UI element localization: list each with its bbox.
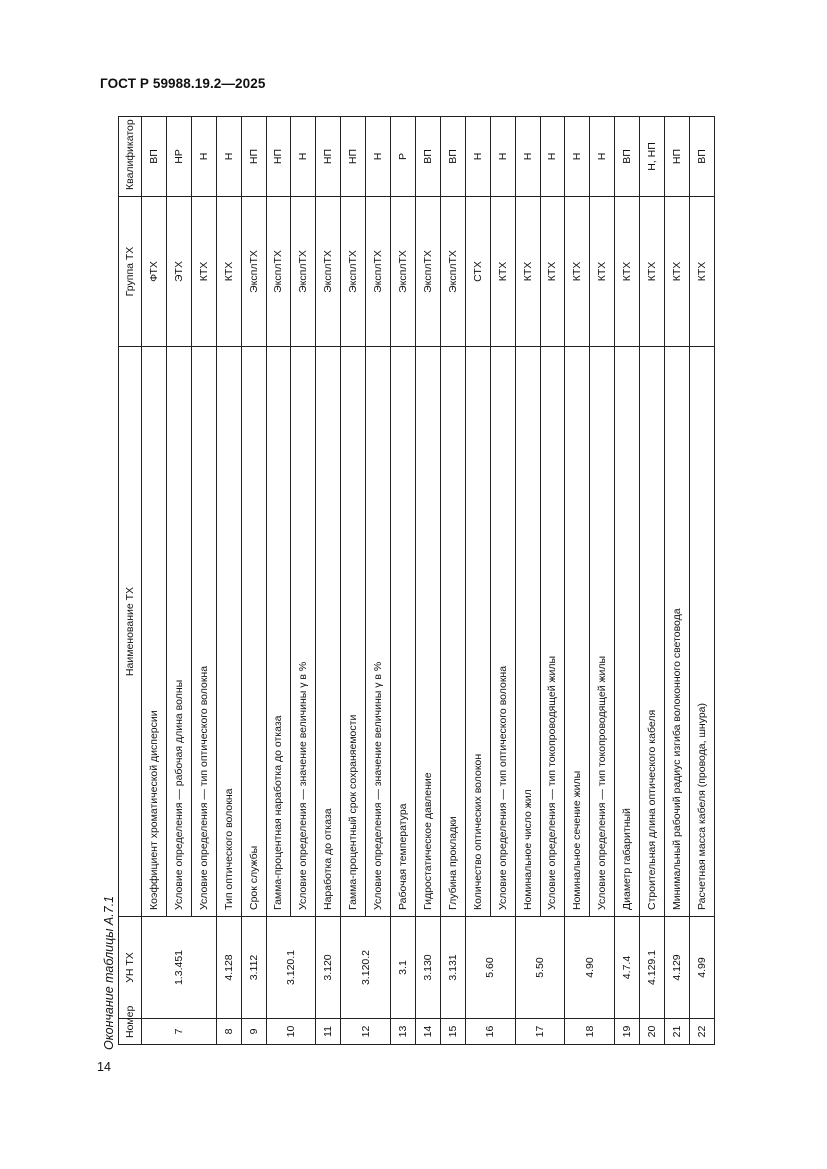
table-row (440, 117, 465, 1045)
table-row (166, 117, 191, 1045)
cell-name: Глубина прокладки (440, 347, 465, 917)
cell-code: 4.7.4 (615, 917, 640, 1019)
header-code: УН ТХ (119, 917, 142, 1019)
cell-name: Гамма-процентный срок сохраняемости (341, 347, 366, 917)
rotated-table-container (118, 117, 715, 1045)
cell-group: КТХ (565, 197, 590, 347)
cell-code: 3.130 (415, 917, 440, 1019)
cell-qualifier: Р (391, 117, 416, 197)
cell-number: 22 (689, 1019, 714, 1045)
cell-name: Условие определения — тип оптического волокна (490, 347, 515, 917)
cell-name: Условие определения — рабочая длина волны (166, 347, 191, 917)
cell-qualifier: НП (341, 117, 366, 197)
cell-qualifier: Н (366, 117, 391, 197)
cell-qualifier: НП (665, 117, 690, 197)
cell-group: ЭксплТХ (440, 197, 465, 347)
table-row (689, 117, 714, 1045)
cell-number: 7 (142, 1019, 217, 1045)
cell-group: КТХ (515, 197, 540, 347)
table-row (291, 117, 316, 1045)
table-row (640, 117, 665, 1045)
cell-code: 4.99 (689, 917, 714, 1019)
table-row (590, 117, 615, 1045)
cell-group: ЭксплТХ (391, 197, 416, 347)
table-row (615, 117, 640, 1045)
cell-group: ЭксплТХ (316, 197, 341, 347)
cell-group: КТХ (540, 197, 565, 347)
cell-qualifier: Н (465, 117, 490, 197)
cell-number: 21 (665, 1019, 690, 1045)
cell-group: ЭксплТХ (366, 197, 391, 347)
cell-name: Количество оптических волокон (465, 347, 490, 917)
cell-name: Рабочая температура (391, 347, 416, 917)
cell-group: КТХ (689, 197, 714, 347)
cell-group: ЭксплТХ (241, 197, 266, 347)
cell-qualifier: ВП (440, 117, 465, 197)
cell-qualifier: Н (191, 117, 216, 197)
cell-code: 4.129 (665, 917, 690, 1019)
cell-name: Расчетная масса кабеля (провода, шнура) (689, 347, 714, 917)
cell-number: 19 (615, 1019, 640, 1045)
cell-number: 13 (391, 1019, 416, 1045)
table-row (415, 117, 440, 1045)
cell-group: ЭксплТХ (415, 197, 440, 347)
table-row (465, 117, 490, 1045)
cell-qualifier: НР (166, 117, 191, 197)
document-title: ГОСТ Р 59988.19.2—2025 (100, 76, 266, 91)
table-row (540, 117, 565, 1045)
cell-name: Минимальный рабочий радиус изгиба волоконного световода (665, 347, 690, 917)
table-row (241, 117, 266, 1045)
cell-group: ФТХ (142, 197, 167, 347)
cell-group: КТХ (191, 197, 216, 347)
cell-qualifier: ВП (415, 117, 440, 197)
cell-number: 17 (515, 1019, 565, 1045)
cell-name: Наработка до отказа (316, 347, 341, 917)
table-row (490, 117, 515, 1045)
cell-qualifier: Н (540, 117, 565, 197)
cell-number: 16 (465, 1019, 515, 1045)
cell-name: Условие определения — тип токопроводящей жилы (540, 347, 565, 917)
cell-name: Условие определения — тип оптического волокна (191, 347, 216, 917)
table-row (366, 117, 391, 1045)
cell-name: Гидростатическое давление (415, 347, 440, 917)
table-row (515, 117, 540, 1045)
table-row (665, 117, 690, 1045)
cell-qualifier: Н, НП (640, 117, 665, 197)
header-name: Наименование ТХ (119, 347, 142, 917)
cell-group: КТХ (640, 197, 665, 347)
cell-group: ЭТХ (166, 197, 191, 347)
header-group: Группа ТХ (119, 197, 142, 347)
cell-code: 3.131 (440, 917, 465, 1019)
cell-group: СТХ (465, 197, 490, 347)
cell-group: КТХ (615, 197, 640, 347)
table-row (142, 117, 167, 1045)
cell-code: 4.129.1 (640, 917, 665, 1019)
cell-name: Условие определения — значение величины γ в % (366, 347, 391, 917)
cell-code: 1.3.451 (142, 917, 217, 1019)
cell-name: Срок службы (241, 347, 266, 917)
cell-code: 3.120.2 (341, 917, 391, 1019)
cell-qualifier: Н (291, 117, 316, 197)
cell-number: 8 (216, 1019, 241, 1045)
cell-group: КТХ (665, 197, 690, 347)
cell-qualifier: ВП (142, 117, 167, 197)
data-table (118, 116, 715, 1045)
cell-name: Условие определения — тип токопроводящей жилы (590, 347, 615, 917)
cell-code: 4.128 (216, 917, 241, 1019)
table-row (341, 117, 366, 1045)
cell-group: ЭксплТХ (266, 197, 291, 347)
cell-qualifier: НП (266, 117, 291, 197)
cell-qualifier: Н (590, 117, 615, 197)
cell-number: 9 (241, 1019, 266, 1045)
cell-qualifier: Н (490, 117, 515, 197)
cell-qualifier: НП (316, 117, 341, 197)
table-caption: Окончание таблицы А.7.1 (102, 895, 116, 1050)
table-row (216, 117, 241, 1045)
cell-name: Номинальное число жил (515, 347, 540, 917)
cell-name: Тип оптического волокна (216, 347, 241, 917)
table-row (391, 117, 416, 1045)
cell-code: 3.1 (391, 917, 416, 1019)
cell-qualifier: Н (565, 117, 590, 197)
cell-code: 5.60 (465, 917, 515, 1019)
cell-code: 4.90 (565, 917, 615, 1019)
cell-number: 18 (565, 1019, 615, 1045)
cell-number: 10 (266, 1019, 316, 1045)
cell-qualifier: Н (216, 117, 241, 197)
cell-group: КТХ (590, 197, 615, 347)
cell-number: 20 (640, 1019, 665, 1045)
cell-name: Условие определения — значение величины γ в % (291, 347, 316, 917)
cell-number: 15 (440, 1019, 465, 1045)
cell-qualifier: НП (241, 117, 266, 197)
cell-number: 12 (341, 1019, 391, 1045)
table-header-row (119, 117, 142, 1045)
cell-qualifier: ВП (689, 117, 714, 197)
cell-code: 3.120 (316, 917, 341, 1019)
cell-group: ЭксплТХ (341, 197, 366, 347)
table-row (266, 117, 291, 1045)
cell-code: 3.120.1 (266, 917, 316, 1019)
header-number: Номер (119, 1019, 142, 1045)
table-row (191, 117, 216, 1045)
cell-group: КТХ (216, 197, 241, 347)
cell-name: Строительная длина оптического кабеля (640, 347, 665, 917)
cell-code: 3.112 (241, 917, 266, 1019)
table-row (316, 117, 341, 1045)
page-number: 14 (97, 1060, 111, 1074)
cell-name: Диаметр габаритный (615, 347, 640, 917)
header-qualifier: Квалификатор (119, 117, 142, 197)
cell-number: 11 (316, 1019, 341, 1045)
cell-qualifier: ВП (615, 117, 640, 197)
cell-number: 14 (415, 1019, 440, 1045)
cell-group: КТХ (490, 197, 515, 347)
cell-group: ЭксплТХ (291, 197, 316, 347)
table-row (565, 117, 590, 1045)
cell-code: 5.50 (515, 917, 565, 1019)
cell-name: Гамма-процентная наработка до отказа (266, 347, 291, 917)
cell-qualifier: Н (515, 117, 540, 197)
cell-name: Номинальное сечение жилы (565, 347, 590, 917)
cell-name: Коэффициент хроматической дисперсии (142, 347, 167, 917)
